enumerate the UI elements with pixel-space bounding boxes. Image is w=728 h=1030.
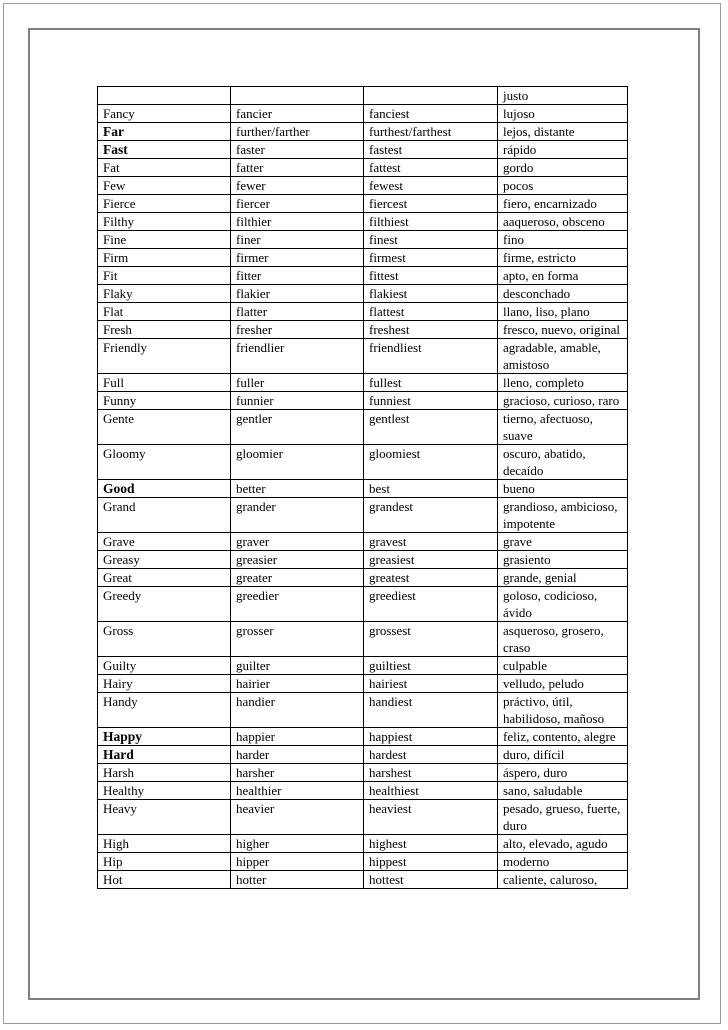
adjective-cell: Gloomy <box>98 445 231 480</box>
comparative-cell: hipper <box>231 853 364 871</box>
table-row <box>98 123 628 141</box>
superlative-cell: fanciest <box>364 105 498 123</box>
adjective-cell: Grave <box>98 533 231 551</box>
comparative-cell: better <box>231 480 364 498</box>
comparative-cell: grander <box>231 498 364 533</box>
comparative-cell: gloomier <box>231 445 364 480</box>
translation-cell: feliz, contento, alegre <box>498 728 628 746</box>
superlative-cell: flattest <box>364 303 498 321</box>
adjective-cell: Full <box>98 374 231 392</box>
superlative-cell: fastest <box>364 141 498 159</box>
comparative-cell: higher <box>231 835 364 853</box>
superlative-cell: flakiest <box>364 285 498 303</box>
table-body <box>98 87 628 889</box>
comparative-cell: heavier <box>231 800 364 835</box>
comparative-cell: guilter <box>231 657 364 675</box>
comparative-cell: funnier <box>231 392 364 410</box>
superlative-cell: gentlest <box>364 410 498 445</box>
comparative-cell: handier <box>231 693 364 728</box>
table-row <box>98 800 628 835</box>
adjective-cell: Greasy <box>98 551 231 569</box>
table-row <box>98 303 628 321</box>
comparative-cell: happier <box>231 728 364 746</box>
adjective-cell: Flat <box>98 303 231 321</box>
adjective-cell: Healthy <box>98 782 231 800</box>
superlative-cell: happiest <box>364 728 498 746</box>
superlative-cell: hardest <box>364 746 498 764</box>
adjective-cell: Good <box>98 480 231 498</box>
adjective-cell: Few <box>98 177 231 195</box>
translation-cell: práctivo, útil, habilidoso, mañoso <box>498 693 628 728</box>
table-row <box>98 871 628 889</box>
adjective-cell: Friendly <box>98 339 231 374</box>
adjective-cell: Fancy <box>98 105 231 123</box>
superlative-cell: gloomiest <box>364 445 498 480</box>
translation-cell: tierno, afectuoso, suave <box>498 410 628 445</box>
superlative-cell: funniest <box>364 392 498 410</box>
table-row <box>98 159 628 177</box>
superlative-cell: fiercest <box>364 195 498 213</box>
table-row <box>98 141 628 159</box>
adjective-cell: Fresh <box>98 321 231 339</box>
superlative-cell: fullest <box>364 374 498 392</box>
table-row <box>98 231 628 249</box>
table-row <box>98 533 628 551</box>
superlative-cell: fewest <box>364 177 498 195</box>
translation-cell: grave <box>498 533 628 551</box>
translation-cell: fiero, encarnizado <box>498 195 628 213</box>
table-row <box>98 285 628 303</box>
table-row <box>98 213 628 231</box>
translation-cell: asqueroso, grosero, craso <box>498 622 628 657</box>
table-row <box>98 392 628 410</box>
table-row <box>98 835 628 853</box>
table-row <box>98 177 628 195</box>
adjective-cell: Far <box>98 123 231 141</box>
translation-cell: velludo, peludo <box>498 675 628 693</box>
superlative-cell: grossest <box>364 622 498 657</box>
table-row <box>98 622 628 657</box>
comparative-cell: filthier <box>231 213 364 231</box>
superlative-cell: hottest <box>364 871 498 889</box>
translation-cell: grasiento <box>498 551 628 569</box>
adjective-cell: Handy <box>98 693 231 728</box>
table-row <box>98 853 628 871</box>
translation-cell: fresco, nuevo, original <box>498 321 628 339</box>
table-row <box>98 675 628 693</box>
superlative-cell: greediest <box>364 587 498 622</box>
superlative-cell: firmest <box>364 249 498 267</box>
superlative-cell: greatest <box>364 569 498 587</box>
superlative-cell: handiest <box>364 693 498 728</box>
superlative-cell: friendliest <box>364 339 498 374</box>
table-row <box>98 195 628 213</box>
superlative-cell: filthiest <box>364 213 498 231</box>
translation-cell: desconchado <box>498 285 628 303</box>
table-row <box>98 410 628 445</box>
superlative-cell: heaviest <box>364 800 498 835</box>
comparative-cell: fitter <box>231 267 364 285</box>
translation-cell: aaqueroso, obsceno <box>498 213 628 231</box>
superlative-cell: freshest <box>364 321 498 339</box>
translation-cell: lleno, completo <box>498 374 628 392</box>
table-row <box>98 249 628 267</box>
superlative-cell: greasiest <box>364 551 498 569</box>
comparative-cell: fiercer <box>231 195 364 213</box>
adjective-cell: High <box>98 835 231 853</box>
comparative-cell: fatter <box>231 159 364 177</box>
translation-cell: caliente, caluroso, <box>498 871 628 889</box>
table-row <box>98 728 628 746</box>
translation-cell: alto, elevado, agudo <box>498 835 628 853</box>
table-row <box>98 587 628 622</box>
comparative-cell: harsher <box>231 764 364 782</box>
comparative-cell: healthier <box>231 782 364 800</box>
translation-cell: sano, saludable <box>498 782 628 800</box>
translation-cell: grandioso, ambicioso, impotente <box>498 498 628 533</box>
comparative-cell: fuller <box>231 374 364 392</box>
comparative-cell: hairier <box>231 675 364 693</box>
table-row <box>98 480 628 498</box>
table-row <box>98 339 628 374</box>
translation-cell: gracioso, curioso, raro <box>498 392 628 410</box>
comparative-cell: friendlier <box>231 339 364 374</box>
translation-cell: lujoso <box>498 105 628 123</box>
table-row <box>98 693 628 728</box>
table-row <box>98 657 628 675</box>
translation-cell: rápido <box>498 141 628 159</box>
adjective-cell: Fast <box>98 141 231 159</box>
comparative-cell: firmer <box>231 249 364 267</box>
superlative-cell: healthiest <box>364 782 498 800</box>
adjective-cell: Fierce <box>98 195 231 213</box>
superlative-cell: gravest <box>364 533 498 551</box>
comparative-cell: greasier <box>231 551 364 569</box>
adjective-cell: Flaky <box>98 285 231 303</box>
superlative-cell: guiltiest <box>364 657 498 675</box>
translation-cell: grande, genial <box>498 569 628 587</box>
translation-cell: justo <box>498 87 628 105</box>
superlative-cell: fattest <box>364 159 498 177</box>
comparative-cell: further/farther <box>231 123 364 141</box>
translation-cell: áspero, duro <box>498 764 628 782</box>
translation-cell: llano, liso, plano <box>498 303 628 321</box>
translation-cell: apto, en forma <box>498 267 628 285</box>
superlative-cell <box>364 87 498 105</box>
adjective-cell: Firm <box>98 249 231 267</box>
table-row <box>98 782 628 800</box>
translation-cell: duro, difícil <box>498 746 628 764</box>
superlative-cell: harshest <box>364 764 498 782</box>
adjective-cell <box>98 87 231 105</box>
translation-cell: pesado, grueso, fuerte, duro <box>498 800 628 835</box>
adjective-cell: Funny <box>98 392 231 410</box>
adjective-cell: Harsh <box>98 764 231 782</box>
translation-cell: lejos, distante <box>498 123 628 141</box>
table-row <box>98 374 628 392</box>
superlative-cell: best <box>364 480 498 498</box>
adjective-comparison-table <box>97 86 628 889</box>
table-row <box>98 746 628 764</box>
comparative-cell: greedier <box>231 587 364 622</box>
adjective-cell: Hot <box>98 871 231 889</box>
adjective-cell: Gente <box>98 410 231 445</box>
comparative-cell: graver <box>231 533 364 551</box>
table-row <box>98 569 628 587</box>
table-row <box>98 551 628 569</box>
comparative-cell: gentler <box>231 410 364 445</box>
adjective-cell: Hard <box>98 746 231 764</box>
translation-cell: gordo <box>498 159 628 177</box>
adjective-cell: Happy <box>98 728 231 746</box>
translation-cell: bueno <box>498 480 628 498</box>
table-row <box>98 87 628 105</box>
comparative-cell: fewer <box>231 177 364 195</box>
superlative-cell: finest <box>364 231 498 249</box>
translation-cell: pocos <box>498 177 628 195</box>
superlative-cell: furthest/farthest <box>364 123 498 141</box>
comparative-cell: fresher <box>231 321 364 339</box>
adjective-cell: Hairy <box>98 675 231 693</box>
adjective-cell: Fat <box>98 159 231 177</box>
superlative-cell: fittest <box>364 267 498 285</box>
superlative-cell: highest <box>364 835 498 853</box>
translation-cell: goloso, codicioso, ávido <box>498 587 628 622</box>
comparative-cell: flatter <box>231 303 364 321</box>
superlative-cell: hippest <box>364 853 498 871</box>
table-row <box>98 105 628 123</box>
comparative-cell: harder <box>231 746 364 764</box>
comparative-cell: hotter <box>231 871 364 889</box>
adjective-cell: Heavy <box>98 800 231 835</box>
table-row <box>98 267 628 285</box>
adjective-cell: Great <box>98 569 231 587</box>
comparative-cell: grosser <box>231 622 364 657</box>
translation-cell: oscuro, abatido, decaído <box>498 445 628 480</box>
superlative-cell: hairiest <box>364 675 498 693</box>
comparative-cell: flakier <box>231 285 364 303</box>
translation-cell: moderno <box>498 853 628 871</box>
superlative-cell: grandest <box>364 498 498 533</box>
adjective-cell: Grand <box>98 498 231 533</box>
table-row <box>98 321 628 339</box>
table-row <box>98 445 628 480</box>
adjective-cell: Gross <box>98 622 231 657</box>
comparative-cell: faster <box>231 141 364 159</box>
adjective-cell: Guilty <box>98 657 231 675</box>
comparative-cell <box>231 87 364 105</box>
adjective-cell: Fine <box>98 231 231 249</box>
adjective-cell: Greedy <box>98 587 231 622</box>
comparative-cell: fancier <box>231 105 364 123</box>
translation-cell: firme, estricto <box>498 249 628 267</box>
table-row <box>98 498 628 533</box>
adjective-cell: Filthy <box>98 213 231 231</box>
comparative-cell: finer <box>231 231 364 249</box>
translation-cell: culpable <box>498 657 628 675</box>
translation-cell: fino <box>498 231 628 249</box>
comparative-cell: greater <box>231 569 364 587</box>
table-row <box>98 764 628 782</box>
adjective-cell: Hip <box>98 853 231 871</box>
adjective-cell: Fit <box>98 267 231 285</box>
translation-cell: agradable, amable, amistoso <box>498 339 628 374</box>
